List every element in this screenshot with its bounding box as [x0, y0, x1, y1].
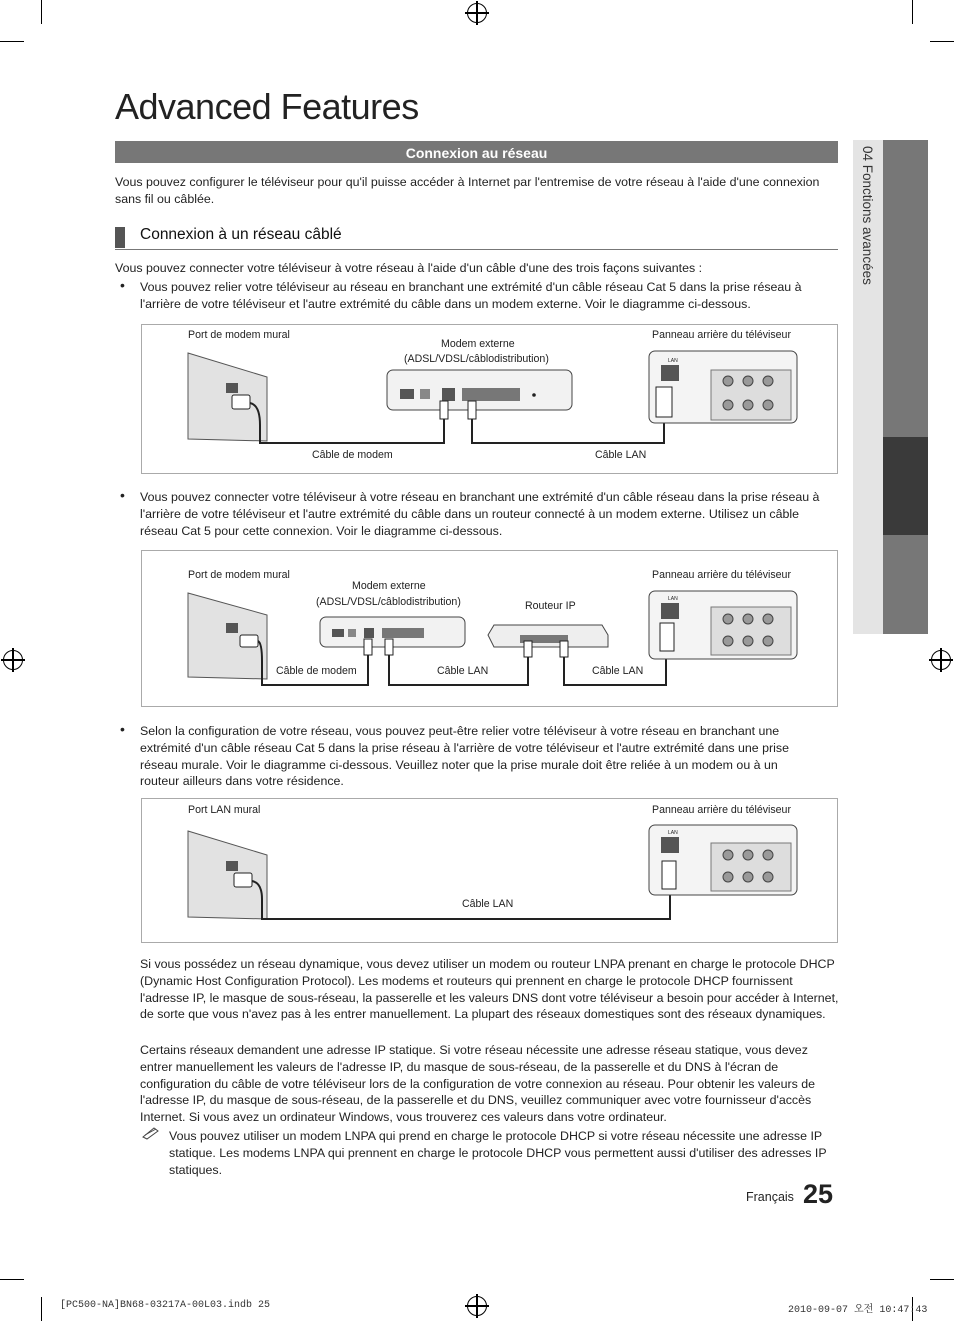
side-tab-block: [883, 535, 928, 634]
router-plug: [524, 641, 532, 657]
lan-cable: [389, 649, 528, 685]
bullet-text: Selon la configuration de votre réseau, vous pouvez peut-être relier votre téléviseur à votre réseau en branchant une extrémité d'un câble réseau Cat 5 dans la prise réseau à l'arrière de votre téléviseur et l'autre extrémité dans une prise réseau murale. Voir le diagramme ci-dessous. Veuillez noter que la prise murale doit être reliée à un modem ou à un routeur ailleurs dans votre résidence.: [140, 724, 789, 789]
lan-cable: [472, 415, 664, 443]
page-title: Advanced Features: [115, 86, 419, 127]
lan-tag: LAN: [668, 358, 678, 364]
tv-lan-port: [661, 837, 679, 853]
language-label: Français: [746, 1190, 794, 1204]
lan-cable-label: Câble LAN: [595, 449, 647, 461]
modem-led: [532, 393, 536, 397]
diagram-drawing: [142, 799, 837, 942]
modem-plug: [364, 639, 372, 655]
wall-jack: [226, 383, 238, 393]
intro-paragraph: Vous pouvez configurer le téléviseur pour qu'il puisse accéder à Internet par l'entremise de votre réseau à l'aide d'une connexion sans fil ou câblée.: [115, 175, 820, 206]
registration-mark-icon: [467, 1296, 487, 1316]
wall-plate: [188, 353, 267, 441]
crop-mark: [912, 0, 913, 24]
tv-panel-label: Panneau arrière du téléviseur: [652, 329, 791, 341]
wall-jack: [226, 623, 238, 633]
modem-port: [400, 389, 414, 399]
lan-tag: LAN: [668, 596, 678, 602]
tv-lan-port: [661, 365, 679, 381]
diagram-router-connection: [141, 550, 838, 707]
note-paragraph: Vous pouvez utiliser un modem LNPA qui prend en charge le protocole DHCP si votre réseau nécessite une adresse IP statique. Les modems LNPA qui prennent en charge le protocole DHCP vous permettent aussi d'utiliser des adresses IP statiques.: [169, 1129, 827, 1177]
modem-port: [348, 629, 356, 637]
bullet-dot: •: [120, 487, 125, 503]
modem-label: Modem externe: [352, 580, 426, 592]
bullet-text: Vous pouvez connecter votre téléviseur à votre réseau en branchant une extrémité d'un câble réseau dans la prise réseau à l'arrière de votre téléviseur et l'autre extrémité du câble dans un routeur connecté à un modem externe. Utilisez un câble réseau Cat 5 pour cette connexion. Voir le diagramme ci-dessous.: [140, 490, 820, 538]
bullet-dot: •: [120, 277, 125, 293]
tv-plug: [660, 623, 674, 651]
router-label: Routeur IP: [525, 600, 576, 612]
tv-av-ports: [711, 843, 791, 891]
tv-av-ports: [711, 607, 791, 655]
side-tab-block: [883, 140, 928, 437]
note-pencil-icon: [141, 1126, 161, 1140]
lan-tag: LAN: [668, 830, 678, 836]
crop-mark: [930, 41, 954, 42]
wall-port-label: Port de modem mural: [188, 569, 290, 581]
modem-label: Modem externe: [441, 338, 515, 350]
modem-port-block: [462, 388, 520, 401]
registration-mark-icon: [467, 3, 487, 23]
modem-cable-label: Câble de modem: [276, 665, 357, 677]
diagram-drawing: [142, 551, 837, 706]
subheading-marker: [115, 227, 125, 248]
modem-plug: [468, 401, 476, 419]
router-plug: [560, 641, 568, 657]
static-ip-paragraph: Certains réseaux demandent une adresse IP statique. Si votre réseau nécessite une adresse réseau statique, vous devez entrer manuellement les valeurs de l'adresse IP, du masque de sous-réseau, de la passerelle et du DNS à l'écran de configuration du câble de votre téléviseur lors de la configuration de votre connexion au réseau. Pour obtenir les valeurs de l'adresse IP, du masque de sous-réseau, de la passerelle et du DNS, veuillez communiquer avec votre fournisseur d'accès Internet. Si vous avez un ordinateur Windows, vous trouverez ces valeurs dans votre ordinateur.: [140, 1043, 816, 1125]
wall-plug: [240, 635, 258, 647]
wall-port-label: Port de modem mural: [188, 329, 290, 341]
crop-mark: [41, 0, 42, 24]
tv-plug: [662, 861, 676, 889]
modem-port-block: [382, 628, 424, 638]
chapter-label: 04 Fonctions avancées: [860, 146, 875, 285]
wall-plug: [232, 395, 250, 409]
wall-plate: [188, 831, 267, 919]
subheading-rule: [115, 249, 838, 250]
lead-paragraph: Vous pouvez connecter votre téléviseur à votre réseau à l'aide d'un câble d'une des trois façons suivantes :: [115, 261, 703, 275]
diagram-modem-connection: [141, 324, 838, 474]
crop-mark: [930, 1279, 954, 1280]
registration-mark-icon: [931, 650, 951, 670]
bullet-text: Vous pouvez relier votre téléviseur au réseau en branchant une extrémité d'un câble réseau Cat 5 dans la prise réseau à l'arrière de votre téléviseur et l'autre extrémité du câble dans un modem externe. Voir le diagramme ci-dessous.: [140, 280, 802, 311]
wall-port-label: Port LAN mural: [188, 804, 261, 816]
lan-cable-label: Câble LAN: [462, 898, 514, 910]
modem-port: [332, 629, 344, 637]
lan-cable: [252, 881, 670, 919]
modem-plug: [440, 401, 448, 419]
dhcp-paragraph: Si vous possédez un réseau dynamique, vous devez utiliser un modem ou routeur LNPA prenant en charge le protocole DHCP (Dynamic Host Configuration Protocol). Les modems et routeurs qui prennent en charge le protocole DHCP fournissent l'adresse IP, le masque de sous-réseau, la passerelle et les valeurs DNS dont votre téléviseur a besoin pour accéder à Internet, de sorte que vous n'avez pas à les entrer manuellement. La plupart des réseaux domestiques sont des réseaux dynamiques.: [140, 957, 839, 1022]
page-number: 25: [803, 1179, 834, 1209]
diagram-wall-lan-connection: [141, 798, 838, 943]
lan-cable-label: Câble LAN: [592, 665, 644, 677]
modem-port: [442, 388, 455, 401]
bullet-dot: •: [120, 721, 125, 737]
modem-type-label: (ADSL/VDSL/câblodistribution): [404, 353, 549, 365]
crop-mark: [0, 41, 24, 42]
tv-panel-label: Panneau arrière du téléviseur: [652, 804, 791, 816]
crop-mark: [41, 1297, 42, 1321]
section-banner: Connexion au réseau: [115, 141, 838, 163]
wall-plug: [234, 873, 252, 887]
subheading: Connexion à un réseau câblé: [140, 226, 342, 243]
footer-file-label: [PC500-NA]BN68-03217A-00L03.indb 25: [60, 1300, 271, 1311]
tv-panel-label: Panneau arrière du téléviseur: [652, 569, 791, 581]
diagram-drawing: [142, 325, 837, 473]
footer-timestamp: 2010-09-07 오전 10:47:43: [788, 1305, 928, 1316]
registration-mark-icon: [3, 650, 23, 670]
tv-lan-port: [661, 603, 679, 619]
modem-port: [420, 389, 430, 399]
wall-jack: [226, 861, 238, 871]
modem-cable: [258, 641, 368, 685]
modem-cable-label: Câble de modem: [312, 449, 393, 461]
lan-cable-label: Câble LAN: [437, 665, 489, 677]
modem-plug: [385, 639, 393, 655]
modem-type-label: (ADSL/VDSL/câblodistribution): [316, 596, 461, 608]
tv-plug: [656, 387, 672, 417]
crop-mark: [0, 1279, 24, 1280]
side-tab-active-block: [883, 437, 928, 535]
modem-port: [364, 628, 374, 638]
